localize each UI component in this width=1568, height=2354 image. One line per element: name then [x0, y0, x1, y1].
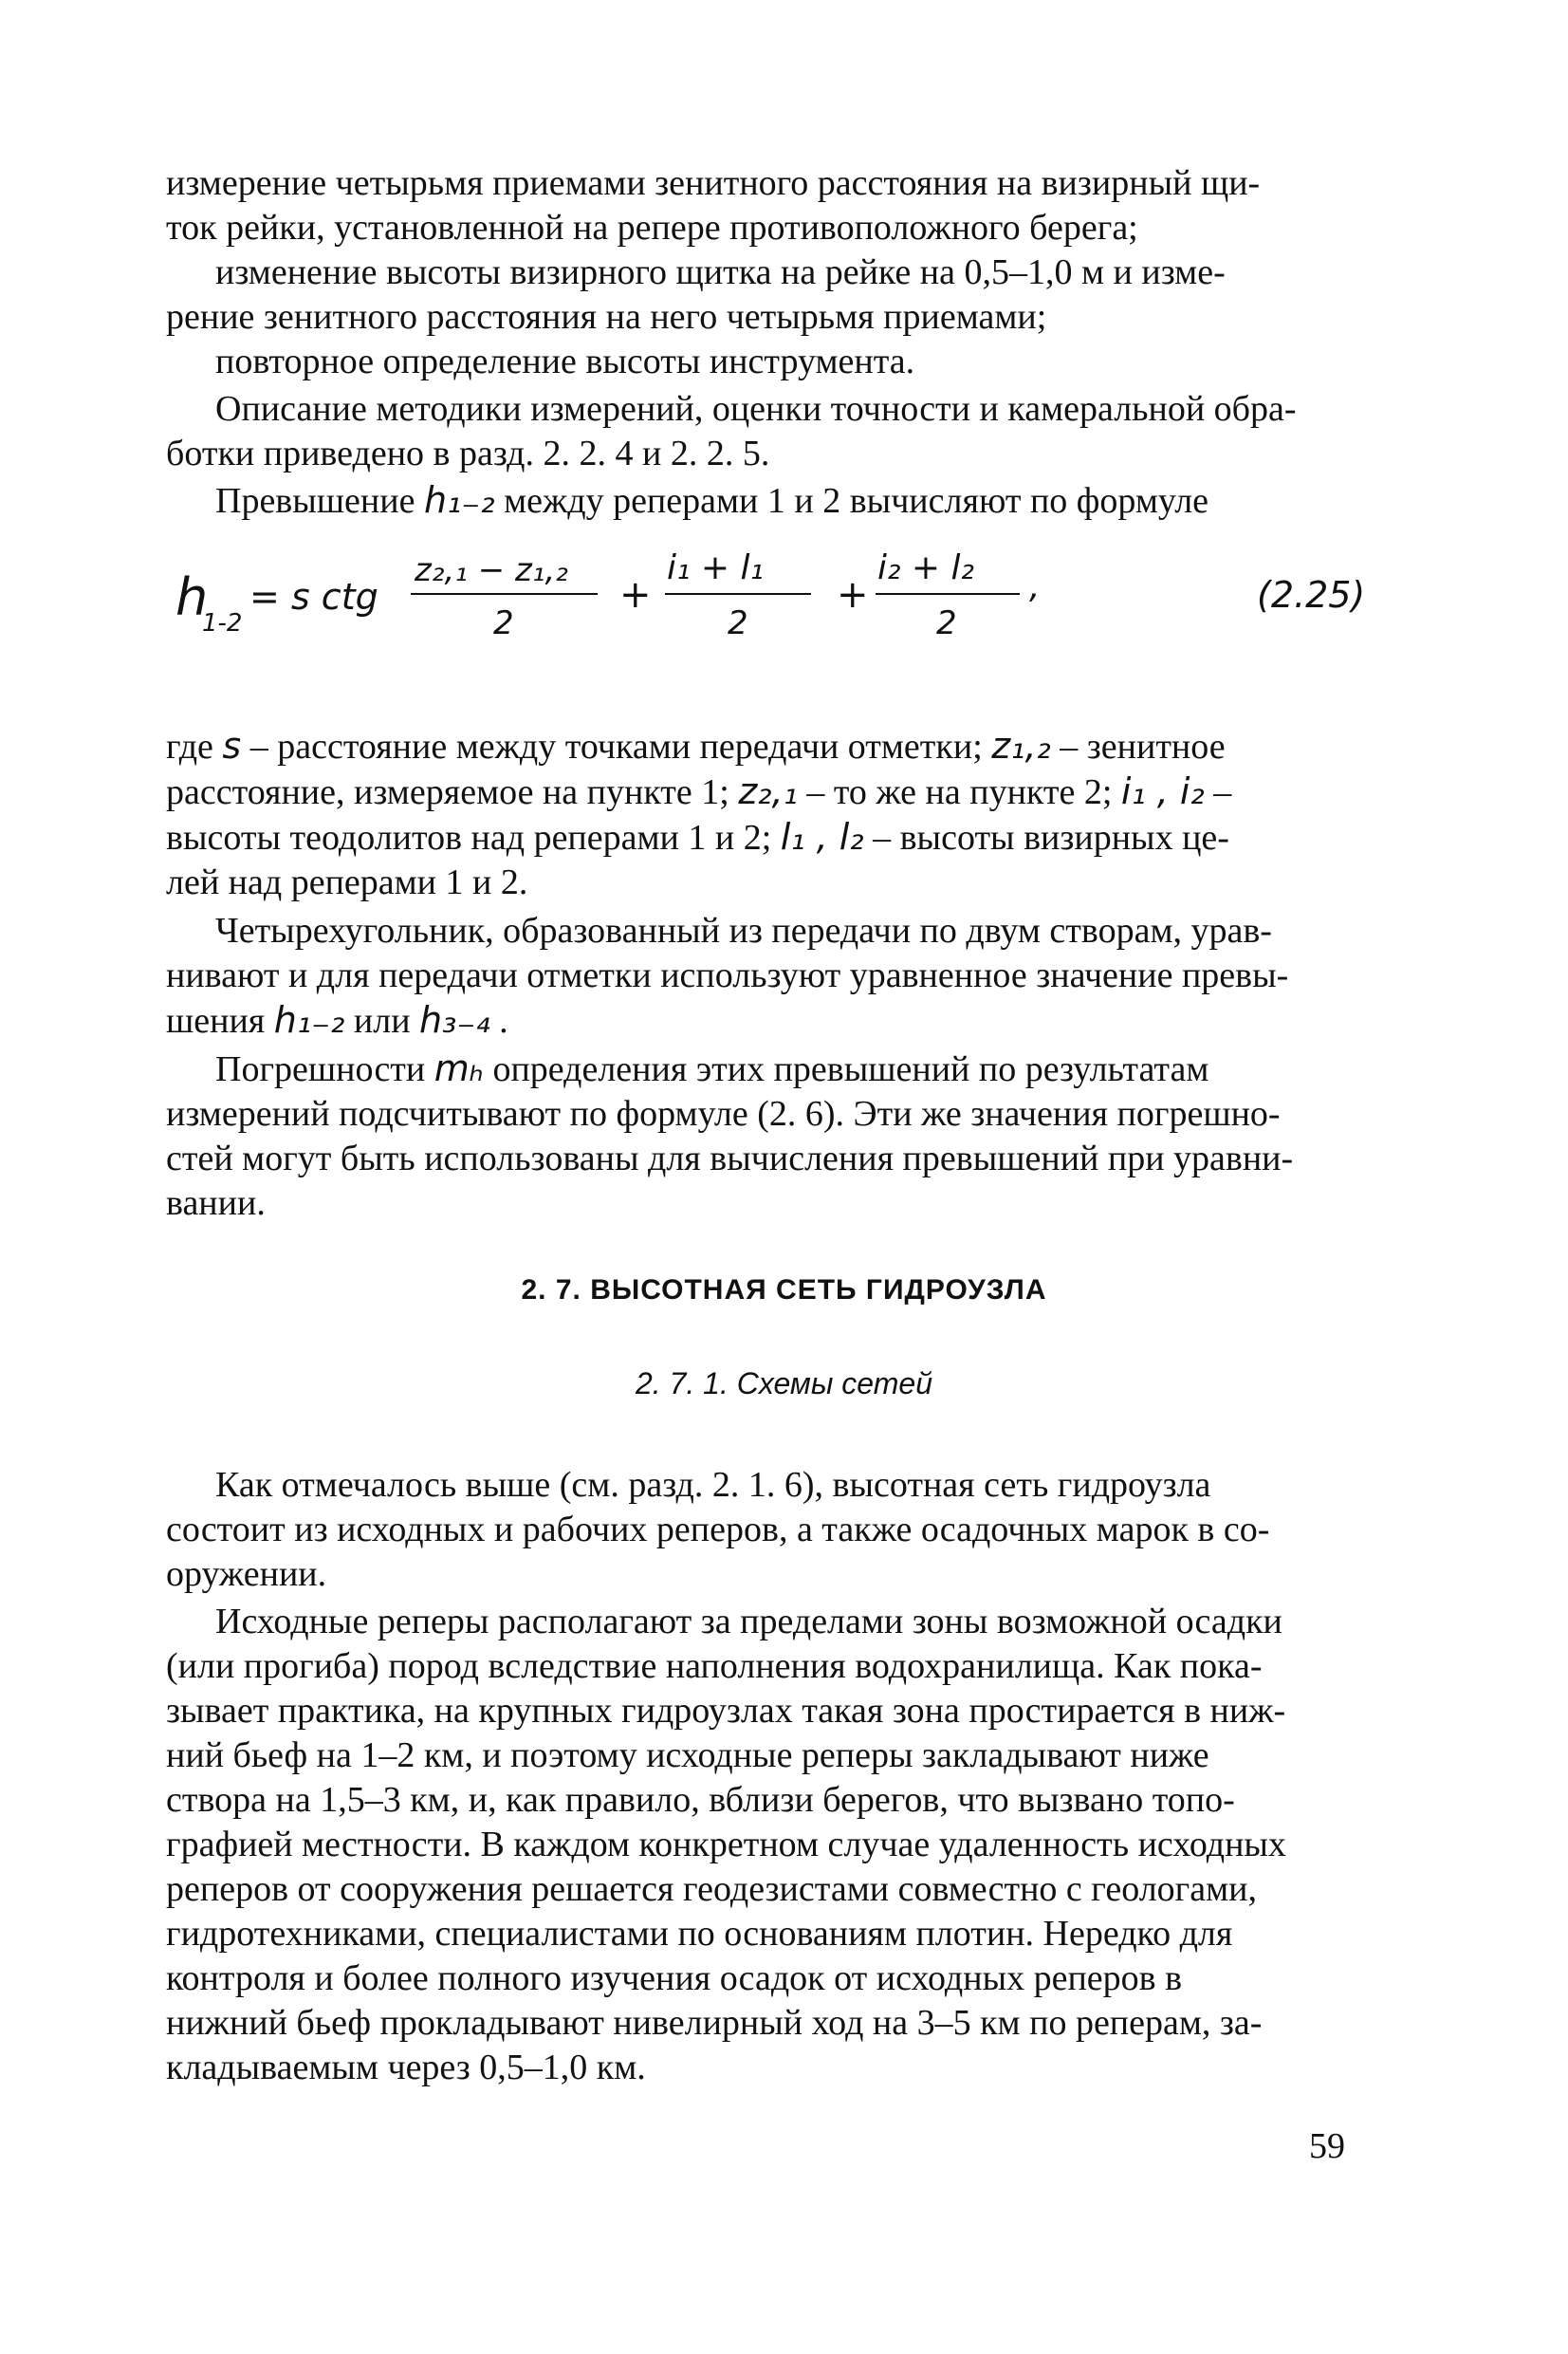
inline-text: между реперами 1 и 2 вычисляют по формуле: [504, 481, 1209, 521]
text-line: [166, 1047, 1409, 1092]
subsection-heading: 2. 7. 1. Схемы сетей: [636, 1366, 932, 1400]
inline-symbol: h₁₋₂: [423, 479, 495, 521]
section-heading: 2. 7. ВЫСОТНАЯ СЕТЬ ГИДРОУЗЛА: [521, 1274, 1047, 1306]
inline-text: высоты теодолитов над реперами 1 и 2;: [166, 818, 772, 858]
inline-text: расстояние, измеряемое на пункте 1;: [166, 772, 729, 812]
text-line: рение зенитного расстояния на него четырьмя приемами;: [166, 297, 1047, 337]
text-line: оружении.: [166, 1554, 327, 1594]
formula-plus-1: +: [619, 573, 652, 617]
text-line: кладываемым через 0,5–1,0 км.: [166, 2048, 646, 2087]
text-line: вании.: [166, 1183, 266, 1223]
inline-symbol: h₁₋₂: [273, 999, 345, 1041]
inline-symbol: h₃₋₄: [419, 999, 490, 1041]
formula-plus-2: +: [837, 573, 869, 617]
formula-numerator-3: i₂ + l₂: [877, 548, 974, 587]
paragraph-5: [166, 478, 1409, 524]
inline-text: – высоты визирных це-: [873, 818, 1229, 858]
text-line: [166, 478, 1409, 524]
text-line: нижний бьеф прокладывают нивелирный ход на 3–5 км по реперам, за-: [166, 2003, 1263, 2043]
formula-lhs: h: [175, 567, 209, 627]
text-line: створа на 1,5–3 км, и, как правило, вблизи берегов, что вызвано топо-: [166, 1780, 1235, 1820]
inline-text: –: [1213, 772, 1232, 812]
text-line: ток рейки, установленной на репере противоположного берега;: [166, 208, 1138, 248]
text-line: Как отмечалось выше (см. разд. 2. 1. 6), высотная сеть гидроузла: [215, 1465, 1211, 1505]
paragraph-3: [166, 340, 1409, 384]
formula-svg: [166, 531, 1409, 664]
inline-text: .: [499, 1001, 508, 1041]
formula-lhs-subscript: 1-2: [202, 609, 243, 638]
text-line: нивают и для передачи отметки используют уравненное значение превы-: [166, 955, 1289, 995]
inline-text: – зенитное: [1060, 727, 1226, 767]
inline-symbol: l₁ , l₂: [780, 816, 864, 858]
text-line: [166, 998, 1409, 1044]
page-number: 59: [1309, 2126, 1345, 2166]
formula-eq: = s ctg: [249, 576, 378, 618]
text-line: контроля и более полного изучения осадок от исходных реперов в: [166, 1958, 1183, 1998]
paragraph-8: [166, 1047, 1409, 1226]
paragraph-4: [166, 387, 1409, 476]
text-line: Описание методики измерений, оценки точности и камеральной обра-: [215, 389, 1297, 429]
text-line: стей могут быть использованы для вычисления превышений при уравни-: [166, 1139, 1294, 1178]
text-line: [166, 724, 1409, 769]
text-line: реперов от сооружения решается геодезистами совместно с геологами,: [166, 1869, 1258, 1909]
text-line: лей над реперами 1 и 2.: [166, 862, 528, 902]
formula-numerator-1: z₂,₁ − z₁,₂: [415, 551, 568, 589]
formula-denominator-1: 2: [493, 604, 514, 642]
paragraph-9: [166, 1463, 1409, 1597]
inline-text: Превышение: [215, 481, 415, 521]
inline-text: Погрешности: [215, 1049, 426, 1089]
text-line: повторное определение высоты инструмента.: [215, 342, 915, 381]
paragraph-2: [166, 250, 1409, 340]
inline-symbol: s: [222, 725, 242, 767]
text-line: зывает практика, на крупных гидроузлах такая зона простирается в ниж-: [166, 1691, 1286, 1731]
paragraph-6: [166, 724, 1409, 905]
formula-numerator-2: i₁ + l₁: [667, 548, 764, 587]
inline-text: где: [166, 727, 213, 767]
formula-denominator-2: 2: [728, 604, 748, 642]
text-line: (или прогиба) пород вследствие наполнения водохранилища. Как пока-: [166, 1646, 1263, 1686]
inline-symbol: mₕ: [434, 1047, 484, 1089]
text-line: изменение высоты визирного щитка на рейке на 0,5–1,0 м и изме-: [215, 252, 1226, 292]
text-line: ботки приведено в разд. 2. 2. 4 и 2. 2. 5.: [166, 434, 770, 473]
formula-comma: ,: [1029, 567, 1041, 606]
text-line: Исходные реперы располагают за пределами зоны возможной осадки: [215, 1602, 1282, 1641]
text-line: измерение четырьмя приемами зенитного расстояния на визирный щи-: [166, 163, 1261, 203]
text-line: состоит из исходных и рабочих реперов, а также осадочных марок в со-: [166, 1510, 1270, 1549]
inline-symbol: i₁ , i₂: [1120, 770, 1205, 812]
inline-text: – то же на пункте 2;: [806, 772, 1113, 812]
paragraph-7: [166, 909, 1409, 1044]
inline-text: или: [353, 1001, 411, 1041]
text-line: графией местности. В каждом конкретном случае удаленность исходных: [166, 1825, 1286, 1864]
inline-text: определения этих превышений по результатам: [492, 1049, 1209, 1089]
text-line: измерений подсчитывают по формуле (2. 6). Эти же значения погрешно-: [166, 1094, 1281, 1134]
formula-number: (2.25): [1257, 574, 1366, 616]
formula-denominator-3: 2: [936, 604, 957, 642]
text-line: гидротехниками, специалистами по основаниям плотин. Нередко для: [166, 1914, 1233, 1954]
formula-2-25: [166, 531, 1409, 664]
text-line: ний бьеф на 1–2 км, и поэтому исходные реперы закладывают ниже: [166, 1735, 1209, 1775]
inline-text: шения: [166, 1001, 266, 1041]
paragraph-10: [166, 1600, 1409, 2090]
inline-text: – расстояние между точками передачи отметки;: [249, 727, 983, 767]
text-line: Четырехугольник, образованный из передачи по двум створам, урав-: [215, 911, 1272, 951]
text-line: [166, 815, 1409, 861]
inline-symbol: z₁,₂: [991, 725, 1051, 767]
paragraph-1: [166, 161, 1409, 250]
text-line: [166, 769, 1409, 815]
inline-symbol: z₂,₁: [738, 770, 798, 812]
